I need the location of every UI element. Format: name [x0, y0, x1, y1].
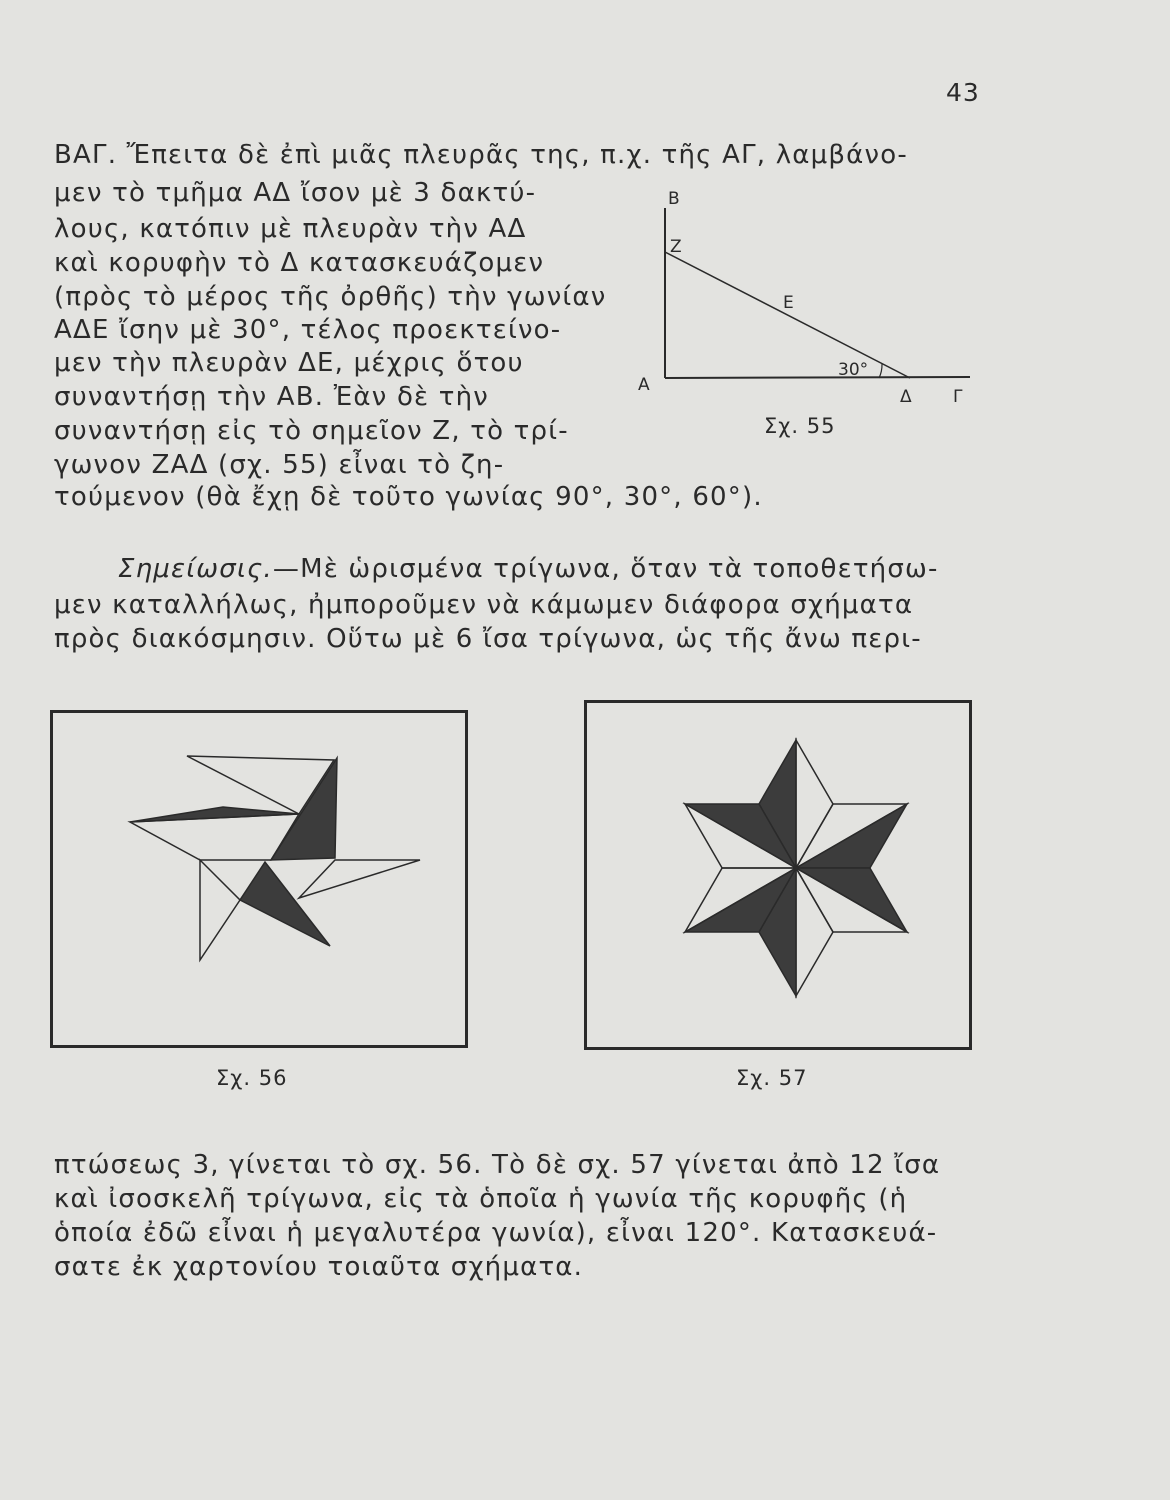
label-z: Ζ	[670, 237, 682, 257]
figure-56-diagram	[50, 710, 468, 1048]
text-line: γωνον ΖΑΔ (σχ. 55) εἶναι τὸ ζη-	[54, 450, 505, 480]
text-line: συναντήσῃ τὴν ΑΒ. Ἐὰν δὲ τὴν	[54, 382, 490, 412]
text-line: λους, κατόπιν μὲ πλευρὰν τὴν ΑΔ	[54, 214, 527, 244]
angle-arc	[879, 364, 882, 378]
label-d: Δ	[900, 387, 912, 407]
text-line: συναντήσῃ εἰς τὸ σημεῖον Ζ, τὸ τρί-	[54, 416, 569, 446]
note-title: Σημείωσις.	[118, 554, 273, 584]
pinwheel-triangle-shaded	[240, 862, 330, 946]
text-line: πτώσεως 3, γίνεται τὸ σχ. 56. Τὸ δὲ σχ. 57 γίνεται ἀπὸ 12 ἴσα	[54, 1150, 941, 1180]
text-line: μεν καταλλήλως, ἠμποροῦμεν νὰ κάμωμεν διάφορα σχήματα	[54, 590, 914, 620]
figure-57-diagram	[584, 700, 972, 1050]
text-line: καὶ ἰσοσκελῆ τρίγωνα, εἰς τὰ ὁποῖα ἡ γωνία τῆς κορυφῆς (ἡ	[54, 1184, 908, 1214]
text-line: τούμενον (θὰ ἔχῃ δὲ τοῦτο γωνίας 90°, 30°, 60°).	[54, 482, 763, 512]
text-line: καὶ κορυφὴν τὸ Δ κατασκευάζομεν	[54, 248, 545, 278]
text-line: (πρὸς τὸ μέρος τῆς ὀρθῆς) τὴν γωνίαν	[54, 282, 607, 312]
text-line: σατε ἐκ χαρτονίου τοιαῦτα σχήματα.	[54, 1252, 584, 1282]
label-g: Γ	[953, 387, 963, 407]
page-number: 43	[946, 78, 980, 107]
text-line: μεν τὴν πλευρὰν ΔΕ, μέχρις ὅτου	[54, 348, 524, 378]
text-line: ΒΑΓ. Ἔπειτα δὲ ἐπὶ μιᾶς πλευρᾶς της, π.χ. τῆς ΑΓ, λαμβάνο-	[54, 140, 908, 170]
figure-55-diagram	[620, 180, 980, 410]
label-b: Β	[668, 189, 680, 209]
text-line: ΑΔΕ ἴσην μὲ 30°, τέλος προεκτείνο-	[54, 315, 562, 345]
side-zd	[665, 252, 910, 378]
figure-55-caption: Σχ. 55	[764, 414, 836, 438]
side-ag	[665, 377, 970, 378]
star-triangle-shaded	[796, 804, 907, 868]
star-triangle	[796, 868, 833, 996]
label-a: Α	[638, 375, 650, 395]
star-group	[685, 740, 907, 996]
pinwheel-outline	[130, 814, 299, 860]
label-angle: 30°	[838, 360, 869, 380]
text-line: ὁποία ἐδῶ εἶναι ἡ μεγαλυτέρα γωνία), εἶναι 120°. Κατασκευά-	[54, 1218, 938, 1248]
figure-57-frame	[586, 702, 971, 1049]
text-line: μεν τὸ τμῆμα ΑΔ ἴσον μὲ 3 δακτύ-	[54, 178, 537, 208]
pinwheel-triangle	[200, 860, 240, 960]
figure-56-caption: Σχ. 56	[216, 1066, 288, 1090]
star-triangle	[796, 740, 833, 868]
text-line: πρὸς διακόσμησιν. Οὕτω μὲ 6 ἴσα τρίγωνα, ὡς τῆς ἄνω περι-	[54, 624, 922, 654]
note-first-line	[118, 552, 939, 586]
pinwheel-triangle	[299, 860, 420, 898]
note-line-1: —Μὲ ὡρισμένα τρίγωνα, ὅταν τὰ τοποθετήσω-	[272, 554, 939, 584]
figure-57-caption: Σχ. 57	[736, 1066, 808, 1090]
label-e: Ε	[783, 293, 794, 313]
